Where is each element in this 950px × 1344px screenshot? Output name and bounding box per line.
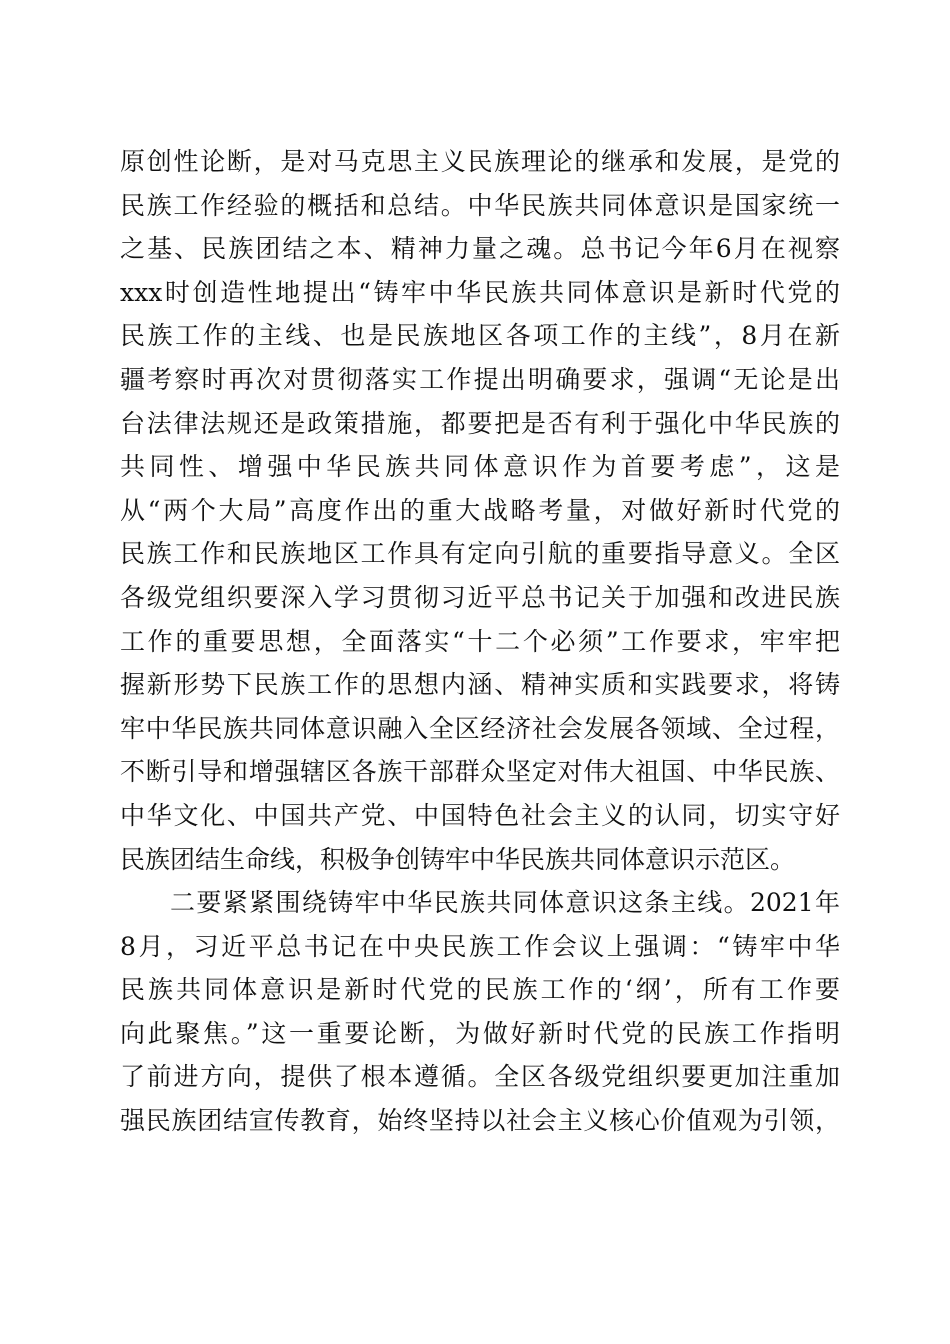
text-line: 从“两个大局”高度作出的重大战略考量，对做好新时代党的 — [120, 495, 840, 525]
text-line: 各级党组织要深入学习贯彻习近平总书记关于加强和改进民族 — [120, 582, 840, 612]
text-line: 原创性论断，是对马克思主义民族理论的继承和发展，是党的 — [120, 147, 840, 176]
text-line: 了前进方向，提供了根本遵循。全区各级党组织要更加注重加 — [120, 1062, 840, 1092]
text-line: xxx时创造性地提出“铸牢中华民族共同体意识是新时代党的 — [120, 277, 840, 307]
paragraph-first-line: 二要紧紧围绕铸牢中华民族共同体意识这条主线。2021年 — [170, 888, 840, 918]
text-line: 共同性、增强中华民族共同体意识作为首要考虑”，这是 — [120, 452, 840, 482]
body-text — [120, 140, 840, 1143]
paragraph-last-line: 民族团结生命线，积极争创铸牢中华民族共同体意识示范区。 — [120, 844, 796, 874]
text-line: 中华文化、中国共产党、中国特色社会主义的认同，切实守好 — [120, 800, 840, 830]
text-line: 民族共同体意识是新时代党的民族工作的‘纲’，所有工作要 — [120, 975, 840, 1005]
text-line: 牢中华民族共同体意识融入全区经济社会发展各领域、全过程， — [120, 713, 840, 743]
text-line: 8月，习近平总书记在中央民族工作会议上强调：“铸牢中华 — [120, 931, 840, 961]
text-line: 向此聚焦。”这一重要论断，为做好新时代党的民族工作指明 — [120, 1018, 840, 1048]
text-line: 强民族团结宣传教育，始终坚持以社会主义核心价值观为引领， — [120, 1106, 840, 1136]
text-line: 台法律法规还是政策措施，都要把是否有利于强化中华民族的 — [120, 408, 840, 438]
text-line: 民族工作和民族地区工作具有定向引航的重要指导意义。全区 — [120, 539, 840, 569]
text-line: 民族工作的主线、也是民族地区各项工作的主线”，8月在新 — [120, 321, 840, 351]
text-line: 不断引导和增强辖区各族干部群众坚定对伟大祖国、中华民族、 — [120, 757, 840, 787]
text-line: 工作的重要思想，全面落实“十二个必须”工作要求，牢牢把 — [120, 626, 840, 656]
text-line: 疆考察时再次对贯彻落实工作提出明确要求，强调“无论是出 — [120, 364, 840, 394]
text-line: 握新形势下民族工作的思想内涵、精神实质和实践要求，将铸 — [120, 670, 840, 700]
text-line: 民族工作经验的概括和总结。中华民族共同体意识是国家统一 — [120, 190, 840, 220]
text-line: 之基、民族团结之本、精神力量之魂。总书记今年6月在视察 — [120, 234, 840, 264]
